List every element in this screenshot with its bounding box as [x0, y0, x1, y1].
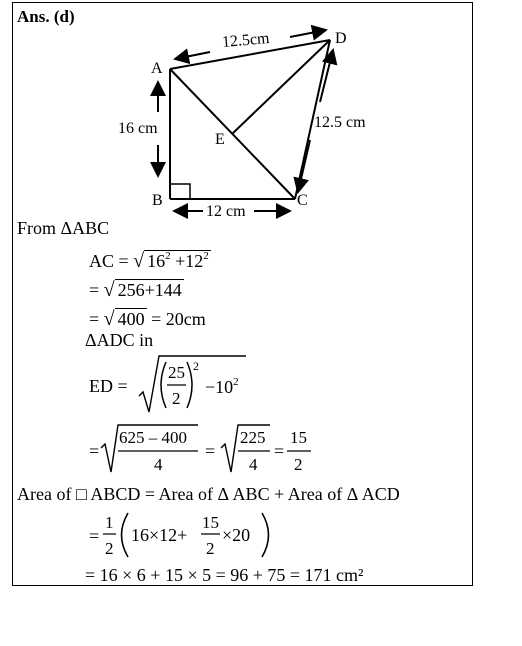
- vertex-b-label: B: [152, 192, 163, 209]
- from-abc-line: From ΔABC: [17, 218, 110, 238]
- ac-step2-radicand: 256+144: [115, 279, 184, 299]
- ac-formula: AC = √ $16^2 +12^2$: [89, 250, 209, 272]
- ac-12: 12: [185, 251, 204, 271]
- vertex-d-label: D: [335, 30, 347, 47]
- frac15-num: 15: [290, 428, 307, 447]
- ad-length-label: 12.5cm: [221, 29, 271, 52]
- inner-frac-num: 15: [202, 513, 219, 532]
- minus-ten-text: −10: [205, 377, 234, 397]
- frac25-den: 2: [172, 389, 181, 408]
- dc-length-label: 12.5 cm: [314, 114, 366, 131]
- eq-sign-4: =: [89, 526, 100, 546]
- half-den: 2: [105, 539, 114, 558]
- inner-a: 16×12+: [131, 525, 188, 545]
- ac-step3-radicand: 400: [115, 308, 147, 328]
- frac225-den: 4: [249, 455, 258, 474]
- ac-step3: = √ 400 = 20cm: [89, 308, 206, 330]
- ab-length-label: 16 cm: [118, 120, 158, 137]
- vertex-c-label: C: [297, 192, 308, 209]
- frac15-den: 2: [294, 455, 303, 474]
- area-equation-line: Area of □ ABCD = Area of Δ ABC + Area of Δ ACD: [17, 484, 400, 504]
- eq-sign-2: =: [205, 441, 216, 461]
- eq-sign-3: =: [274, 441, 285, 461]
- half-num: 1: [105, 513, 114, 532]
- ac-lhs: AC =: [89, 251, 134, 271]
- frac-big-num: 625 – 400: [119, 428, 187, 447]
- ac-step2: = √ 256+144: [89, 279, 182, 301]
- minus-ten: $-10^2$: [205, 376, 239, 397]
- frac225-num: 225: [240, 428, 266, 447]
- square-exp: 2: [193, 359, 199, 373]
- inner-b: ×20: [222, 525, 251, 545]
- adc-line: ΔADC in: [85, 330, 154, 350]
- vertex-a-label: A: [151, 60, 163, 77]
- frac-big-den: 4: [154, 455, 163, 474]
- ed-lhs: ED =: [89, 376, 128, 396]
- frac25-num: 25: [168, 363, 185, 382]
- ac-result: = 20cm: [146, 309, 206, 329]
- final-result-line: = 16 × 6 + 15 × 5 = 96 + 75 = 171 cm²: [85, 565, 364, 585]
- bc-length-label: 12 cm: [206, 203, 246, 220]
- eq-sign-1: =: [89, 441, 100, 461]
- inner-frac-den: 2: [206, 539, 215, 558]
- ac-16: 16: [147, 251, 166, 271]
- point-e-label: E: [215, 131, 225, 148]
- answer-label: Ans. (d): [17, 7, 75, 26]
